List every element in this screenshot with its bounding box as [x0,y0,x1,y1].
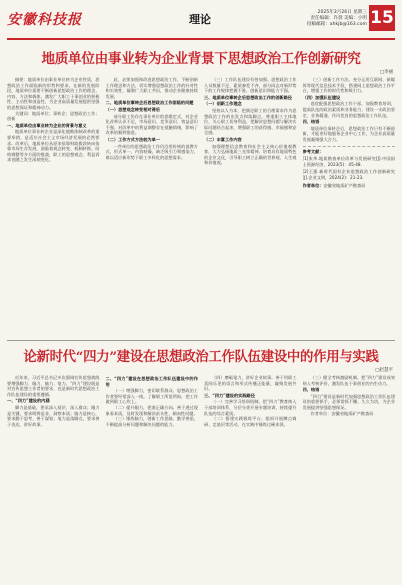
paragraph: （一）完善学习培训机制。把“四力”教育纳入干部培训体系，分层分类开展专题培训，持续提升队伍的综合素质。 [204,399,297,416]
paragraph: 一些单位的思想政治工作仍沿用传统的说教方式，形式单一、内容枯燥，缺乏吸引力和感染力，难以适应新形势下职工多样化的思想需求。 [105,143,198,160]
editor-line: 责任编辑：许晨 美编：小明 [310,16,367,22]
page-header [7,4,395,40]
newspaper-logo: 安徽科技报 [7,12,82,28]
subheading: 二、地质单位事转企后思想政治工作面临的问题 [105,100,194,106]
article-1-column-4 [303,77,396,337]
paragraph: （四）磨砺笔力，讲好企业故事。善于用职工喜闻乐见的语言和形式传播正能量，凝聚发展共识。 [204,375,297,392]
references-box [303,146,396,189]
reference-item [303,156,396,167]
header-meta [307,10,367,29]
article-1 [7,47,395,337]
reference-item [303,149,396,155]
paragraph: 关键词：地质单位；事转企；思想政治工作；创新 [7,110,100,122]
article-2-column-2 [106,375,199,585]
reference-text: [2]王强.新时代国有企业思想政治工作创新研究[J].企业文明，2024(2)：21-23. [302,169,395,180]
paragraph: 部分职工仍存在事业单位的思维定式，对企业化改革认识不足，市场意识、竞争意识、效益意识不强，对改革中的利益调整存在抵触情绪，影响了改革的顺利推进。 [105,113,198,136]
subheading: 三、“四力”建设的实践路径 [204,392,255,398]
paragraph: 加强理想信念教育和社会主义核心价值观教育，大力弘扬地质三光荣精神，培育具有地质特色的企业文化，引导职工树立正确的世界观、人生观和价值观。 [204,143,297,166]
article-2 [7,346,395,585]
article-1-byline: □李丽 [379,70,393,75]
paragraph: 此，必须加强和改进思想政治工作，不断创新工作理念和方法，切实增强思想政治工作的针对性和实效性，凝聚广大职工共识，推动企业健康持续发展。 [105,77,198,99]
paragraph: 选优配强思想政治工作干部，加强教育培训，提高队伍的政治素质和业务能力，建设一支政治坚定、业务精通、作风优良的思想政治工作队伍。 [302,101,395,118]
article-2-title: 论新时代“四力”建设在思想政治工作队伍建设中的作用与实践 [23,349,379,365]
paragraph: 坚持以人为本，把满足职工的合理需求作为思想政治工作的出发点和落脚点，尊重职工主体地位，关心职工切身利益，把解决思想问题与解决实际问题结合起来，增强职工的获得感、幸福感和安全感。 [204,107,297,136]
reference-label: 参考文献： [302,148,324,154]
article-1-title: 地质单位由事业转为企业背景下思想政治工作创新研究 [41,51,361,67]
submission-email[interactable]: 投稿邮箱：ahkjb@163.com [306,22,367,28]
paragraph: 摘要：地质单位由事业单位转为企业性质，思想政治工作面临新的形势和要求。在新的发展阶段，地质单位需要不断创新思想政治工作的理念、内容、方法和载体，激发广大职工干事创业的积极性、主动性和创造性，为企业高质量发展提供坚强的思想保证和精神动力。 [7,77,100,110]
article-1-column-2 [106,77,199,337]
reference-item [303,169,396,180]
paragraph: （二）提升眼力，把准正确方向。善于透过现象看本质，及时发现和解决苗头性、倾向性问题。 [105,404,198,416]
subheading: （四）加强队伍建设 [302,94,341,100]
paragraph: （三）锤炼脑力，创新工作思路。勤学善思，不断提高分析问题和解决问题的能力。 [105,416,198,427]
subheading: 四、结语 [302,387,320,393]
reference-text: 安徽省地质矿产勘查局 [323,182,366,188]
paragraph: 地质单位事业转企业是深化地勘体制改革的重要举措，是适应社会主义市场经济发展的必然要求。改革后，地质单位从原来依靠财政拨款转向依靠市场生存发展，面临着观念转变、机制转换、结构调整等多方面的挑战，职工的思想观念、利益诉求也随之发生深刻变化。 [7,129,100,163]
subheading: 一、“四力”建设的内涵 [7,398,50,404]
article-2-byline: □赵慧平 [375,368,393,373]
page-number: 15 [369,5,395,31]
article-1-body [7,77,395,337]
article-2-column-3 [204,375,297,585]
article-1-column-4-text [303,77,396,143]
subheading: 二、“四力”建设在思想政治工作队伍建设中的作用 [105,376,198,387]
paragraph: 脚力是基础，要求深入基层、深入群众；眼力是关键，要求明辨是非、洞察本质；脑力是核心，要求勤于思考、善于谋划；笔力是落脚点，要求善于表达、讲好故事。 [7,404,100,427]
paragraph: （三）创新工作方法。充分运用互联网、新媒体等现代信息技术手段，搭建网上思想政治工作平台，增强工作的时代性和吸引力。 [302,77,395,94]
subheading: 四、结语 [302,119,320,125]
subheading: （二）丰富工作内容 [204,136,242,142]
paragraph: 地质单位事转企后，思想政治工作只有不断创新，才能更好地服务企业中心工作，为企业高质量发展凝聚强大合力。 [302,125,395,142]
paragraph: 作者单位：安徽省地质矿产勘查局 [310,410,374,416]
article-2-body [7,375,395,585]
issue-date: 2025年3月26日 星期三 [317,10,367,15]
subheading: （一）思想观念转变相对滞后 [105,106,160,112]
paragraph: “四力”建设是新时代加强思想政治工作队伍建设的重要抓手，必须常抓不懈、久久为功，为企业发展提供坚强思想保证。 [302,393,395,410]
reference-label: 作者单位： [302,182,324,188]
article-1-column-3 [204,77,297,337]
paragraph: （三）工作队伍建设有待加强。思想政治工作人员数量不足、素质参差不齐，部分同志对新形势下的工作规律把握不准，创新意识和能力不强。 [204,77,297,94]
article-divider [7,340,395,341]
article-1-column-1 [7,77,100,337]
subheading: 一、地质单位由事业转为企业的背景与意义 [7,122,87,128]
subheading: （二）工作方式方法较为单一 [105,136,160,142]
article-2-column-1 [7,375,100,585]
paragraph: （一）增强脚力，密切联系群众。思想政治工作者要经常深入一线，了解职工所思所盼，把工作做到职工心坎上。 [105,388,198,405]
subheading: 三、地质单位事转企后思想政治工作的创新路径 [204,94,292,100]
paragraph: （二）搭建实践锻炼平台。组织开展蹲点调研、走基层等活动，在实践中锤炼过硬本领。 [204,416,297,427]
paragraph: 近年来，习近平总书记多次强调宣传思想战线要增强脚力、眼力、脑力、笔力。“四力”建设既是对宣传思想工作者的要求，也是新时代思想政治工作队伍建设的重要遵循。 [7,375,100,397]
paragraph: （三）健全考核激励机制。把“四力”建设成效纳入考核评价，激发队伍干事创业的内生动力。 [302,375,395,386]
reference-text: [1]张华.地质勘查单位改革与发展研究[J].中国国土资源经济，2023(5)：45-48. [302,156,395,167]
reference-item [303,183,396,189]
section-title: 理论 [189,13,211,26]
subheading: （一）创新工作理念 [204,101,242,107]
article-2-column-4 [303,375,396,585]
